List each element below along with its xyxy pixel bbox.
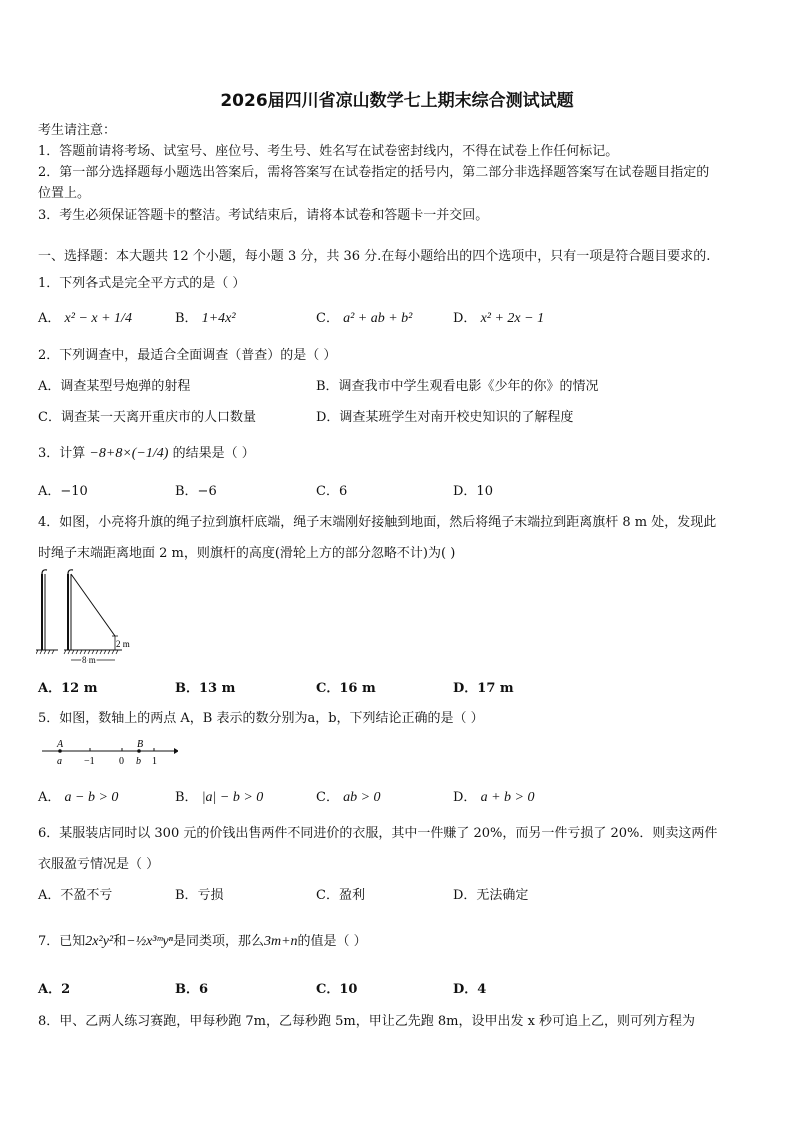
q2-option-d[interactable]: D．调查某班学生对南开校史知识的了解程度	[316, 410, 574, 425]
q7-stem	[38, 930, 367, 950]
q1-option-b-expr: 1+4x²	[201, 311, 236, 326]
q1-option-a-expr: x² − x + 1/4	[64, 311, 132, 326]
q8-stem: 8．甲、乙两人练习赛跑，甲每秒跑 7m，乙每秒跑 5m，甲让乙先跑 8m，设甲出发 x 秒可追上乙，则可列方程为	[38, 1014, 696, 1029]
q4-option-d[interactable]: D．17 m	[453, 681, 514, 696]
notice-item-1: 1．答题前请将考场、试室号、座位号、考生号、姓名写在试卷密封线内，不得在试卷上作任何标记。	[38, 144, 619, 159]
q5-option-b[interactable]	[175, 786, 263, 806]
point-label-A: A	[57, 739, 64, 750]
q1-option-b-label: B．	[175, 311, 198, 326]
q5-option-d[interactable]	[453, 786, 534, 806]
notice-item-2: 2．第一部分选择题每小题选出答案后，需将答案写在试卷指定的括号内，第二部分非选择题答案写在试卷题目指定的	[38, 165, 710, 180]
q6-option-c[interactable]: C．盈利	[316, 888, 365, 903]
page-title: 2026届四川省凉山数学七上期末综合测试试题	[220, 91, 574, 111]
q7-stem-pre: 7．已知	[38, 934, 86, 949]
notice-heading: 考生请注意：	[38, 123, 117, 138]
q3-stem-post: 的结果是（ ）	[172, 446, 255, 461]
q1-option-c-label: C．	[316, 311, 339, 326]
q2-option-b[interactable]: B．调查我市中学生观看电影《少年的你》的情况	[316, 379, 599, 394]
q7-option-b[interactable]: B．6	[175, 982, 209, 997]
notice-item-3: 3．考生必须保证答题卡的整洁。考试结束后，请将本试卷和答题卡一并交回。	[38, 208, 489, 223]
tick-label-zero: 0	[119, 756, 124, 767]
q7-end: 的值是（ ）	[297, 934, 367, 949]
q5-option-a-label: A．	[38, 790, 61, 805]
q4-option-a[interactable]: A．12 m	[38, 681, 98, 696]
q1-option-a-label: A．	[38, 311, 61, 326]
q3-option-b[interactable]: B．−6	[175, 484, 217, 499]
q1-option-a[interactable]	[38, 307, 132, 327]
q4-option-b[interactable]: B．13 m	[175, 681, 236, 696]
q7-post: 是同类项，那么	[172, 934, 264, 949]
q4-option-c[interactable]: C．16 m	[316, 681, 376, 696]
q7-term1: 2x²y²	[85, 934, 114, 949]
q7-option-d[interactable]: D．4	[453, 982, 487, 997]
q5-option-c[interactable]	[316, 786, 381, 806]
fig-label-2m: 2 m	[116, 639, 130, 649]
fig-label-8m: 8 m	[82, 655, 96, 665]
point-label-B: B	[137, 739, 144, 750]
q6-stem-line1: 6．某服装店同时以 300 元的价钱出售两件不同进价的衣服，其中一件赚了 20%，而另一件亏损了 20%．则卖这两件	[38, 826, 718, 841]
number-line-figure	[38, 737, 178, 769]
q6-stem-line2: 衣服盈亏情况是（ ）	[38, 857, 160, 872]
tick-label-b: b	[136, 756, 141, 767]
flagpole-figure	[36, 566, 136, 666]
q6-option-a[interactable]: A．不盈不亏	[38, 888, 113, 903]
q5-option-a[interactable]	[38, 786, 118, 806]
q2-option-a[interactable]: A．调查某型号炮弹的射程	[38, 379, 191, 394]
notice-item-2-cont: 位置上。	[38, 186, 91, 201]
q1-option-c-expr: a² + ab + b²	[343, 311, 413, 326]
q3-expression: −8+8×(−1/4)	[89, 446, 169, 461]
tick-label-a: a	[57, 756, 62, 767]
q1-option-d-label: D．	[453, 311, 477, 326]
q3-option-c[interactable]: C．6	[316, 484, 348, 499]
q2-option-c[interactable]: C．调查某一天离开重庆市的人口数量	[38, 410, 256, 425]
q1-option-d[interactable]	[453, 307, 544, 327]
q5-option-d-label: D．	[453, 790, 477, 805]
q7-mid: 和	[113, 934, 127, 949]
tick-label-one: 1	[152, 756, 157, 767]
q3-option-d[interactable]: D．10	[453, 484, 493, 499]
q6-option-d[interactable]: D．无法确定	[453, 888, 529, 903]
q5-option-c-label: C．	[316, 790, 339, 805]
q1-option-c[interactable]	[316, 307, 412, 327]
q5-option-d-expr: a + b > 0	[480, 790, 535, 805]
q5-option-b-expr: |a| − b > 0	[201, 790, 264, 805]
section-heading: 一、选择题：本大题共 12 个小题，每小题 3 分，共 36 分.在每小题给出的四个选项中，只有一项是符合题目要求的.	[38, 249, 711, 264]
q3-stem	[38, 442, 255, 462]
q7-term2: −½x³ᵐyⁿ	[126, 934, 173, 949]
q1-option-d-expr: x² + 2x − 1	[480, 311, 545, 326]
q7-expr: 3m+n	[263, 934, 298, 949]
q1-stem: 1．下列各式是完全平方式的是（ ）	[38, 276, 246, 291]
q4-stem-line2: 时绳子末端距离地面 2 m，则旗杆的高度(滑轮上方的部分忽略不计)为( )	[38, 546, 456, 561]
q7-option-c[interactable]: C．10	[316, 982, 358, 997]
q6-option-b[interactable]: B．亏损	[175, 888, 224, 903]
q3-stem-pre: 3．计算	[38, 446, 86, 461]
tick-label-minus1: −1	[84, 756, 95, 767]
q3-option-a[interactable]: A．−10	[38, 484, 88, 499]
q5-stem: 5．如图，数轴上的两点 A，B 表示的数分别为a，b，下列结论正确的是（ ）	[38, 711, 484, 726]
q5-option-c-expr: ab > 0	[343, 790, 381, 805]
q7-option-a[interactable]: A．2	[38, 982, 71, 997]
q2-stem: 2．下列调查中，最适合全面调查（普查）的是（ ）	[38, 348, 337, 363]
q4-stem-line1: 4．如图，小亮将升旗的绳子拉到旗杆底端，绳子末端刚好接触到地面，然后将绳子末端拉到距离旗杆 8 m 处，发现此	[38, 515, 717, 530]
q5-option-a-expr: a − b > 0	[64, 790, 119, 805]
q5-option-b-label: B．	[175, 790, 198, 805]
q1-option-b[interactable]	[175, 307, 236, 327]
